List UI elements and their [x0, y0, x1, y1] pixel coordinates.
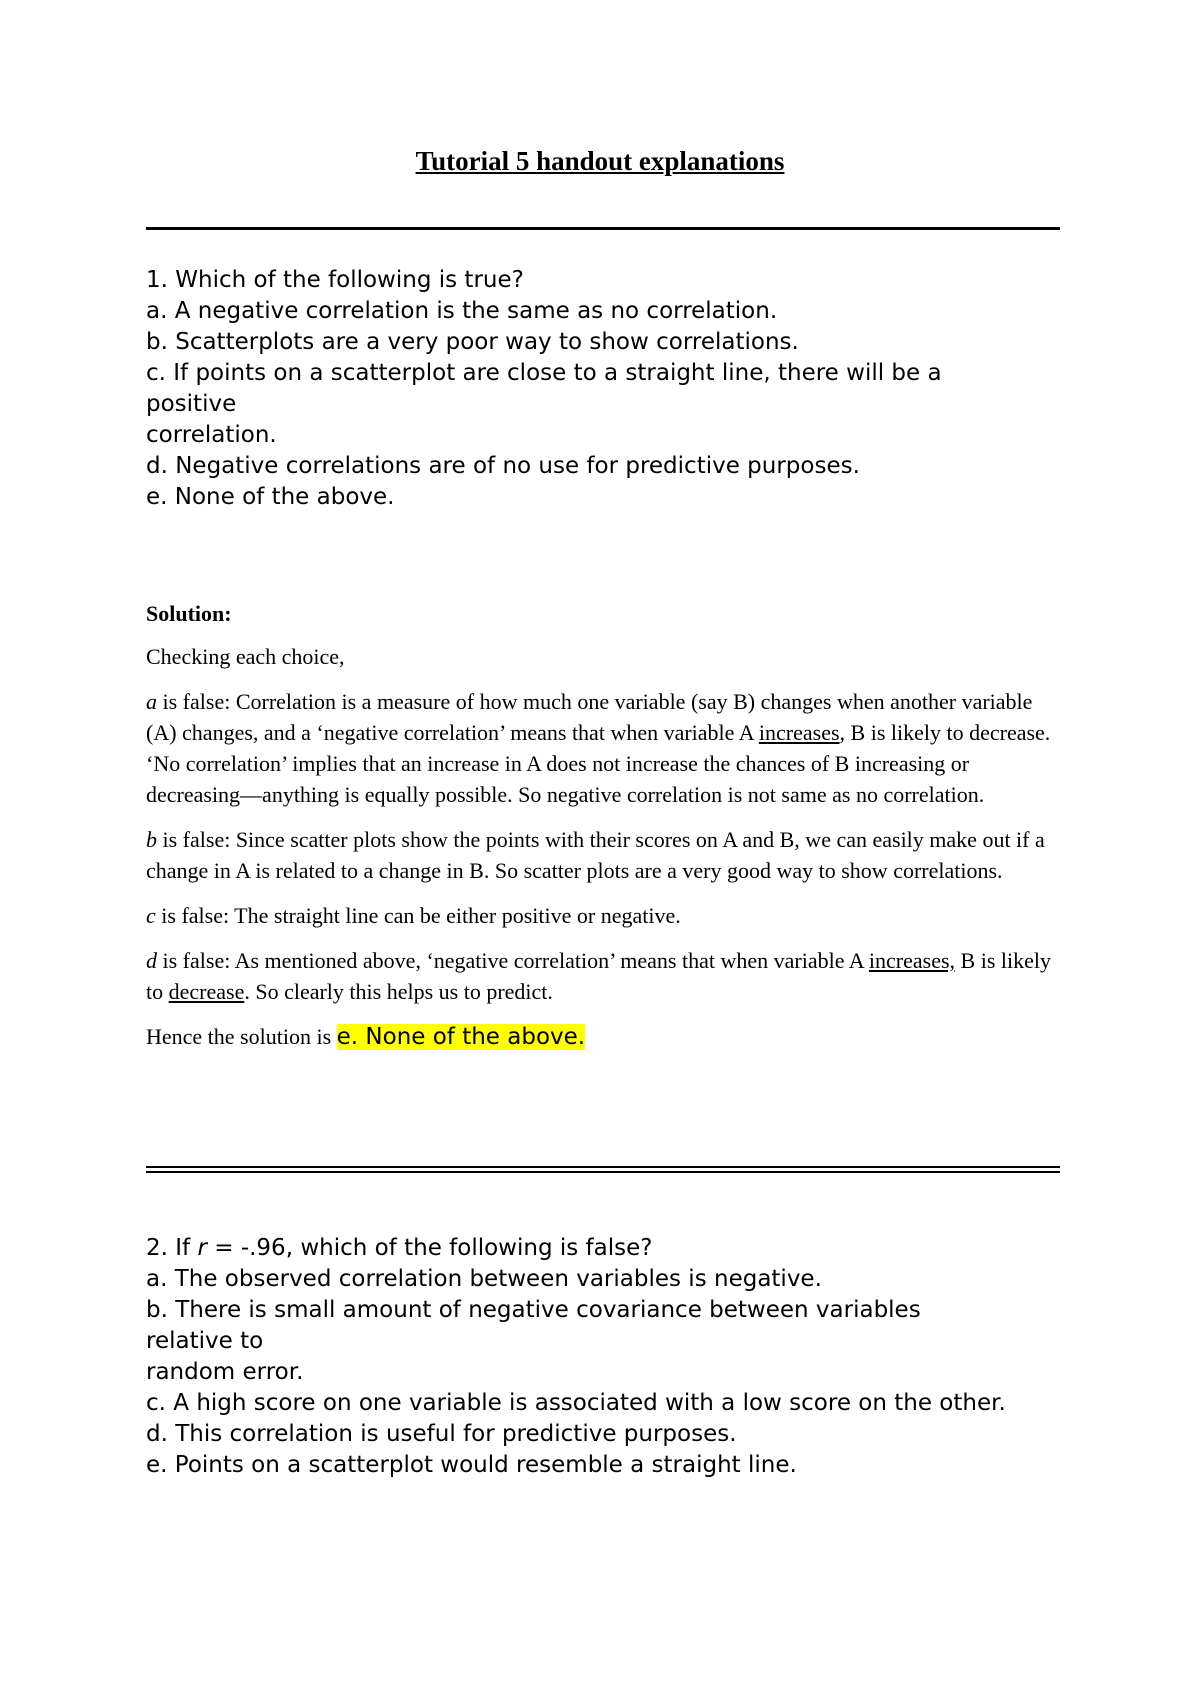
question-2-option-e: e. Points on a scatterplot would resemble a straight line. — [146, 1452, 797, 1478]
solution-choice-a: a is false: Correlation is a measure of how much one variable (say B) changes when another variable (A) changes, and a ‘negative correlation’ means that when variable A increases, B is likely to decrease. ‘No correlation’ implies that an increase in A does not increase the chances of B increasing or decreasing—anything is equally possible. So negative correlation is not same as no correlation. — [146, 689, 1051, 807]
solution-conclusion: Hence the solution is e. None of the above. — [146, 1024, 586, 1050]
title-divider — [146, 227, 1060, 230]
question-1-option-b: b. Scatterplots are a very poor way to show correlations. — [146, 329, 799, 355]
question-1 — [146, 265, 1060, 513]
question-2-option-b-line2: relative to — [146, 1328, 264, 1354]
question-1-stem: 1. Which of the following is true? — [146, 267, 524, 293]
question-2-stem: 2. If r = -.96, which of the following is false? — [146, 1235, 653, 1261]
variable-r: r — [197, 1235, 207, 1261]
question-2-option-d: d. This correlation is useful for predictive purposes. — [146, 1421, 737, 1447]
question-1-option-c-line2: positive — [146, 391, 237, 417]
choice-letter: c — [146, 903, 156, 928]
solution-choice-b: b is false: Since scatter plots show the points with their scores on A and B, we can easily make out if a change in A is related to a change in B. So scatter plots are a very good way to show correlations. — [146, 827, 1045, 883]
highlighted-answer: e. None of the above. — [336, 1024, 586, 1050]
question-2-option-a: a. The observed correlation between variables is negative. — [146, 1266, 822, 1292]
choice-letter: d — [146, 948, 157, 973]
question-1-option-a: a. A negative correlation is the same as no correlation. — [146, 298, 778, 324]
question-1-option-c-line1: c. If points on a scatterplot are close to a straight line, there will be a — [146, 360, 942, 386]
solution-heading: Solution: — [146, 601, 232, 626]
question-2-option-b-line3: random error. — [146, 1359, 304, 1385]
question-1-option-c-line3: correlation. — [146, 422, 277, 448]
question-2-option-c: c. A high score on one variable is associated with a low score on the other. — [146, 1390, 1006, 1416]
question-2-option-b-line1: b. There is small amount of negative covariance between variables — [146, 1297, 921, 1323]
underlined-term: increases, — [868, 948, 956, 973]
question-1-option-e: e. None of the above. — [146, 484, 395, 510]
choice-letter: a — [146, 689, 157, 714]
underlined-term: decrease — [168, 979, 245, 1004]
solution-section — [146, 598, 1066, 1067]
solution-choice-c: c is false: The straight line can be either positive or negative. — [146, 903, 681, 928]
solution-intro: Checking each choice, — [146, 644, 345, 669]
question-2 — [146, 1233, 1060, 1481]
underlined-term: increases — [758, 720, 840, 745]
section-divider — [146, 1166, 1060, 1173]
question-1-option-d: d. Negative correlations are of no use for predictive purposes. — [146, 453, 860, 479]
document-title: Tutorial 5 handout explanations — [415, 146, 785, 176]
choice-letter: b — [146, 827, 157, 852]
solution-choice-d: d is false: As mentioned above, ‘negative correlation’ means that when variable A increases, B is likely to decrease. So clearly this helps us to predict. — [146, 948, 1051, 1004]
